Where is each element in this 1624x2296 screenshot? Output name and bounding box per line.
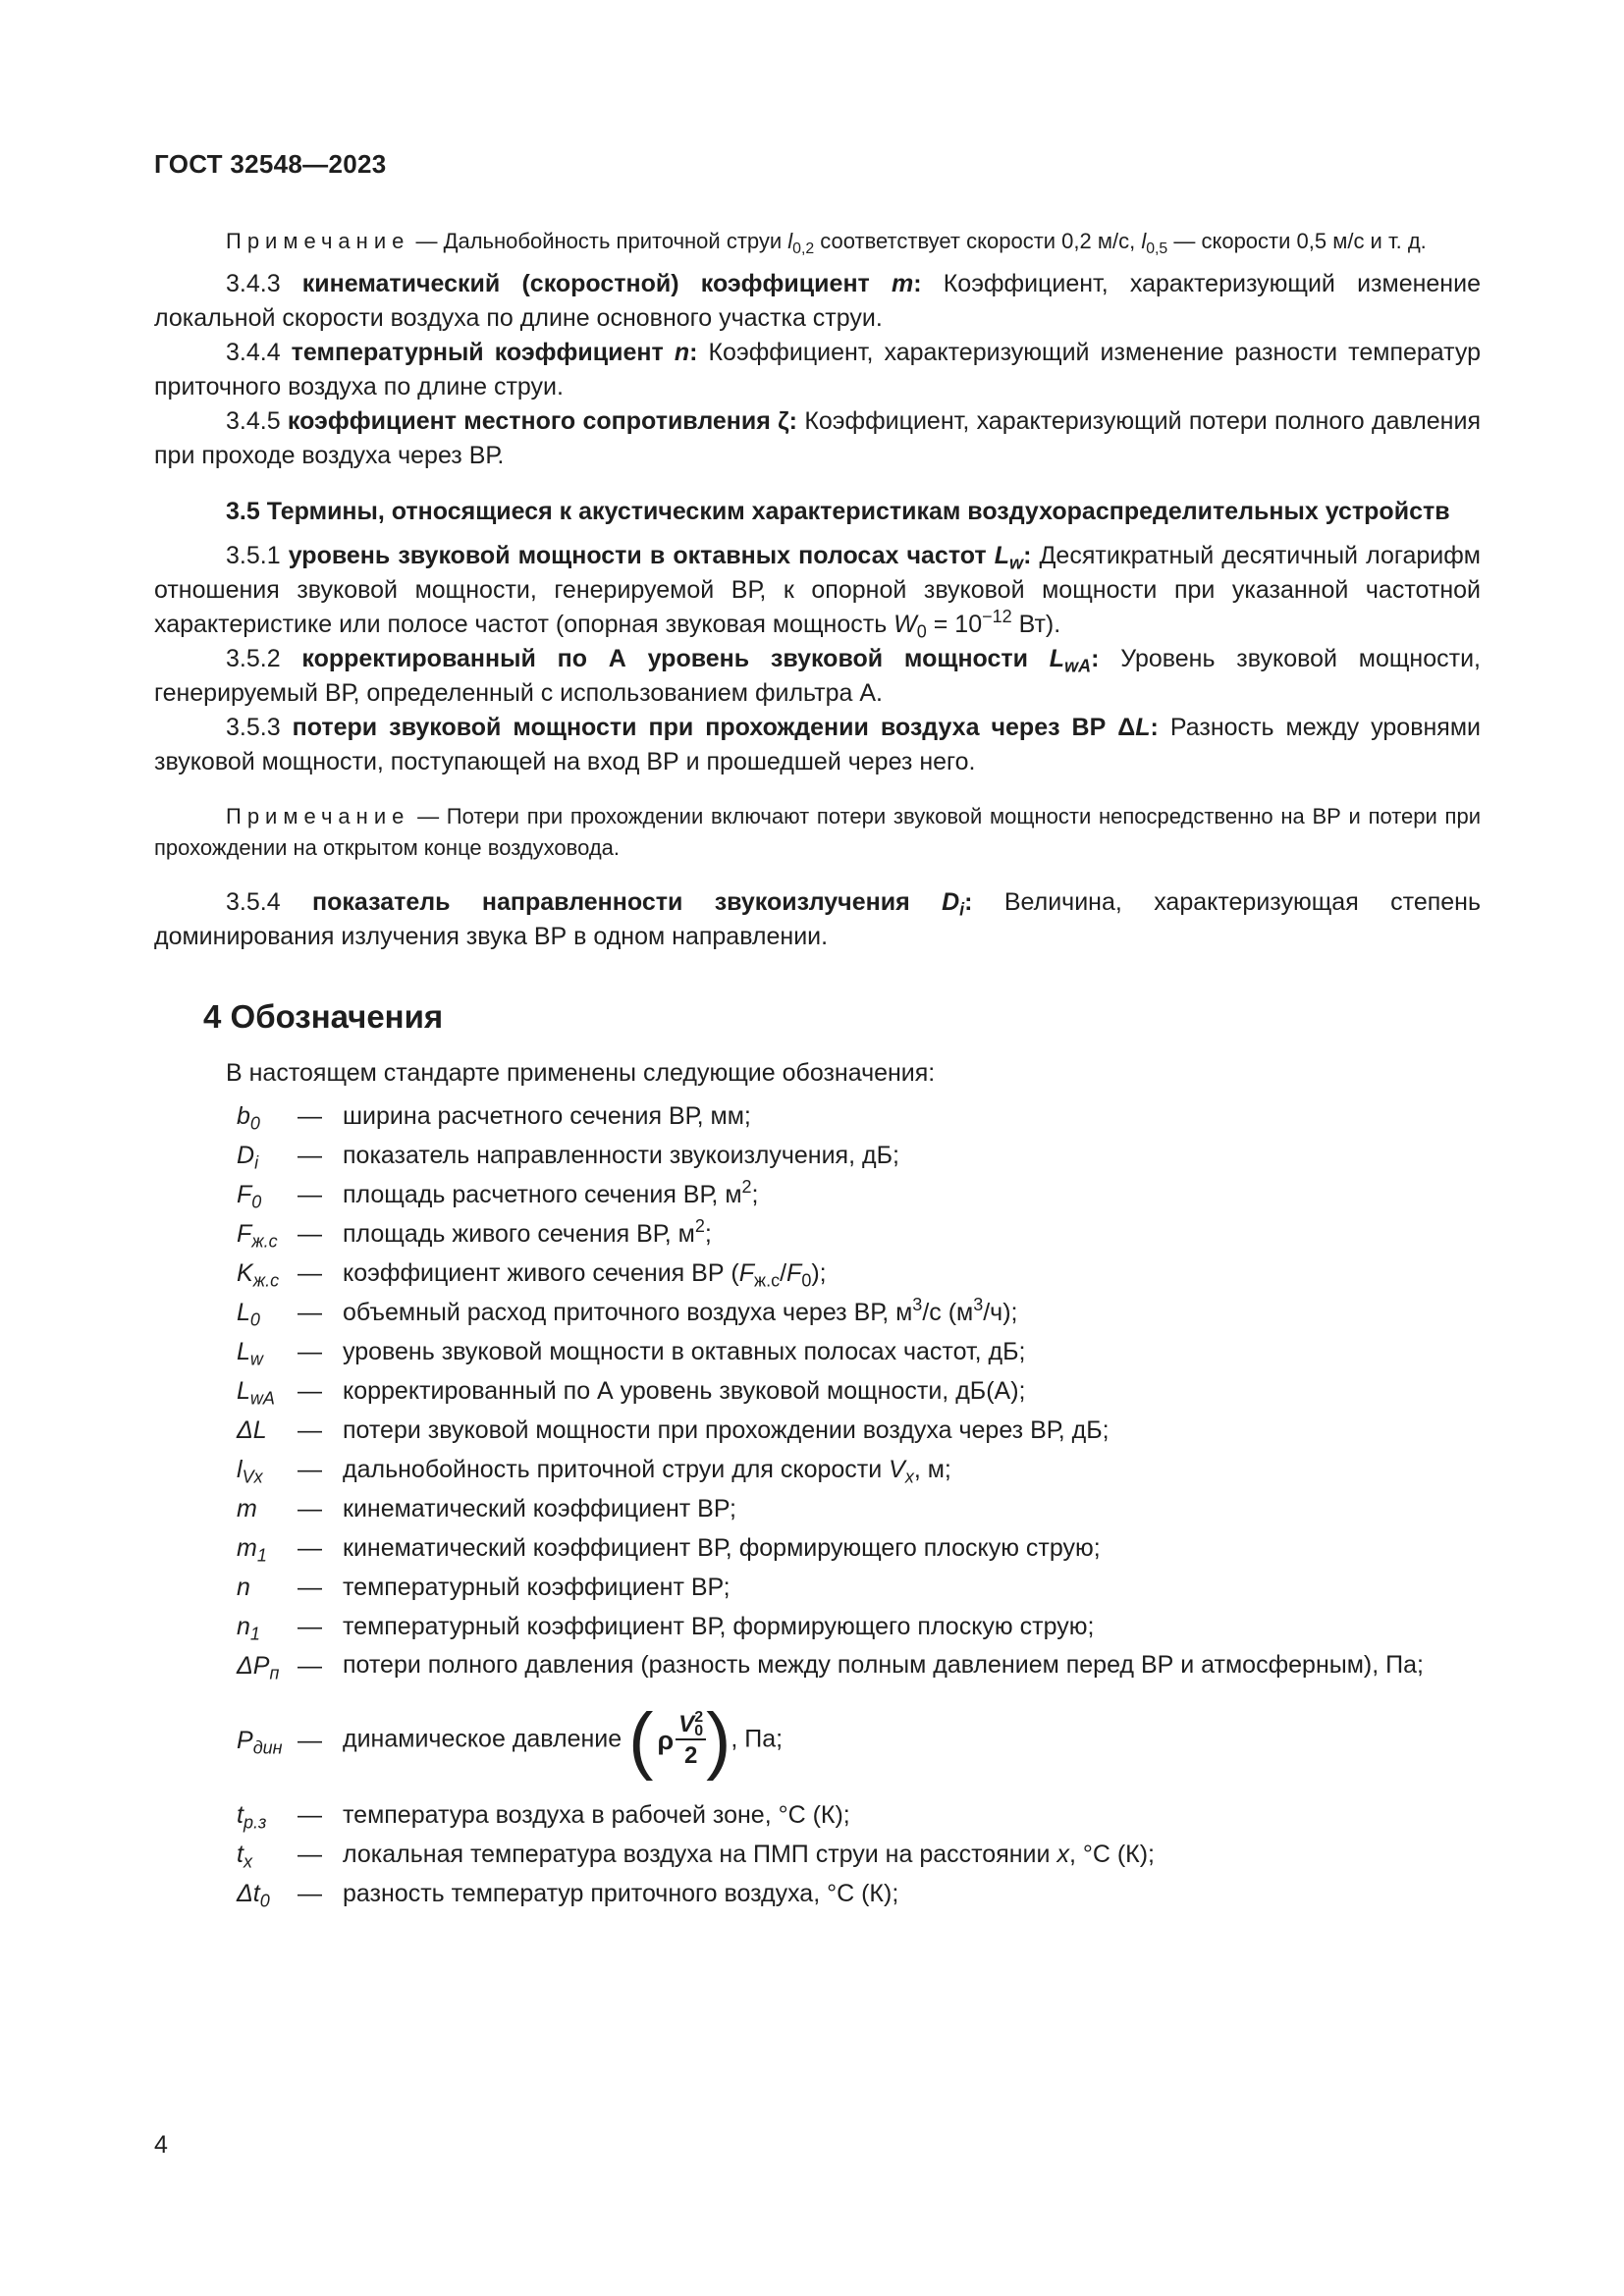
- note-range-definition: Примечание — Дальнобойность приточной струи $l_{0,2}$ соответствует скорости 0,2 м/с, $l_{0,5}$ — скорости 0,5 м/с и т. д.: [226, 229, 1427, 257]
- dash: —: [298, 1259, 322, 1287]
- symbol-definition: температурный коэффициент ВР;: [343, 1574, 731, 1601]
- symbol-row-lwa: [154, 1371, 1481, 1411]
- symbol: $L_w$: [237, 1338, 263, 1369]
- symbols-list: [154, 1096, 1481, 1913]
- dash: —: [298, 1299, 322, 1326]
- symbol-row-delta-t0: [154, 1874, 1481, 1913]
- symbol: $D_i$: [237, 1142, 259, 1173]
- symbol-row-lvx: [154, 1450, 1481, 1489]
- symbol: m: [237, 1495, 257, 1522]
- note-label: Примечание: [226, 229, 410, 253]
- symbol: ΔL: [237, 1416, 267, 1444]
- symbol: $L_0$: [237, 1299, 260, 1330]
- symbol-row-di: [154, 1136, 1481, 1175]
- term-3-5-1: 3.5.1 уровень звуковой мощности в октавных полосах частот $L_w$: Десятикратный десятичный логарифм отношения звуковой мощности, генерируемой ВР, к опорной звуковой мощности при указанной частотной характеристике или полосе частот (опорная звуковая мощность $W_0 = 10^{-12}$ Вт).: [154, 542, 1481, 642]
- dash: —: [298, 1727, 322, 1754]
- note-transmission-loss: Примечание — Потери при прохождении включают потери звуковой мощности непосредственно на ВР и потери при прохождении на открытом конце воздуховода.: [154, 804, 1481, 860]
- term-3-4-4: 3.4.4 температурный коэффициент n: Коэффициент, характеризующий изменение разности температур приточного воздуха по длине струи.: [154, 339, 1481, 400]
- symbol-row-f0: [154, 1175, 1481, 1214]
- symbol: $K_{ж.с}$: [237, 1259, 280, 1291]
- symbol-row-tx: [154, 1835, 1481, 1874]
- symbol: $F_0$: [237, 1181, 262, 1212]
- symbol: $P_{дин}$: [237, 1727, 283, 1758]
- symbol-definition: площадь живого сечения ВР, $м^2$;: [343, 1216, 712, 1248]
- symbol-definition: потери звуковой мощности при прохождении воздуха через ВР, дБ;: [343, 1416, 1110, 1444]
- symbol-definition: динамическое давление ( ρ V 2 0 2 ) , Па;: [343, 1698, 784, 1782]
- dash: —: [298, 1377, 322, 1405]
- symbol-definition: ширина расчетного сечения ВР, мм;: [343, 1102, 751, 1130]
- symbol-row-l0: [154, 1293, 1481, 1332]
- symbol-row-fzhs: [154, 1214, 1481, 1254]
- symbol-row-kzhs: [154, 1254, 1481, 1293]
- symbol-row-delta-pp: [154, 1646, 1481, 1685]
- dash: —: [298, 1495, 322, 1522]
- symbol-definition: температура воздуха в рабочей зоне, °С (К);: [343, 1801, 850, 1829]
- term-3-4-3: 3.4.3 кинематический (скоростной) коэффициент m: Коэффициент, характеризующий изменение локальной скорости воздуха по длине основного участка струи.: [154, 270, 1481, 332]
- symbol-row-m1: [154, 1528, 1481, 1568]
- symbol-row-b0: [154, 1096, 1481, 1136]
- term-3-5-4: 3.5.4 показатель направленности звукоизлучения $D_i$: Величина, характеризующая степень доминирования излучения звука ВР в одном направлении.: [154, 888, 1481, 950]
- dash: —: [298, 1801, 322, 1829]
- symbol: $m_1$: [237, 1534, 267, 1566]
- dash: —: [298, 1652, 322, 1680]
- symbol-row-delta-l: [154, 1411, 1481, 1450]
- dash: —: [298, 1534, 322, 1562]
- symbol: $\Delta P_п$: [237, 1652, 280, 1683]
- document-code-header: ГОСТ 32548—2023: [154, 149, 387, 179]
- symbol: $t_x$: [237, 1841, 252, 1872]
- symbol: $L_{wA}$: [237, 1377, 275, 1409]
- dynamic-pressure-formula: ( ρ V 2 0 2 ): [628, 1698, 731, 1782]
- note-label: Примечание: [226, 804, 410, 828]
- symbol-definition: кинематический коэффициент ВР, формирующего плоскую струю;: [343, 1534, 1101, 1562]
- term-3-5-3: 3.5.3 потери звуковой мощности при прохождении воздуха через ВР ΔL: Разность между уровнями звуковой мощности, поступающей на вход ВР и прошедшей через него.: [154, 714, 1481, 775]
- section-3-5-heading: 3.5 Термины, относящиеся к акустическим характеристикам воздухораспределительных устройств: [226, 498, 1450, 525]
- dash: —: [298, 1613, 322, 1640]
- symbol: $n_1$: [237, 1613, 260, 1644]
- dash: —: [298, 1880, 322, 1907]
- symbol: $b_0$: [237, 1102, 260, 1134]
- term-3-5-2: 3.5.2 корректированный по А уровень звуковой мощности $L_{wA}$: Уровень звуковой мощности, генерируемый ВР, определенный с использованием фильтра А.: [154, 645, 1481, 707]
- page-content: [154, 226, 1481, 1913]
- symbol-definition: дальнобойность приточной струи для скорости $V_x$, м;: [343, 1456, 951, 1487]
- symbol-definition: коэффициент живого сечения ВР $(F_{ж.с}/F_0)$;: [343, 1259, 827, 1291]
- symbol-definition: показатель направленности звукоизлучения, дБ;: [343, 1142, 899, 1169]
- dash: —: [298, 1456, 322, 1483]
- symbol-row-n: [154, 1568, 1481, 1607]
- symbol-row-lw: [154, 1332, 1481, 1371]
- dash: —: [298, 1416, 322, 1444]
- symbol-definition: площадь расчетного сечения ВР, $м^2$;: [343, 1177, 759, 1208]
- dash: —: [298, 1841, 322, 1868]
- symbol-definition: объемный расход приточного воздуха через ВР, $м^3/с$ $(м^3/ч)$;: [343, 1295, 1018, 1326]
- symbol-definition: уровень звуковой мощности в октавных полосах частот, дБ;: [343, 1338, 1026, 1365]
- page-number: 4: [154, 2131, 168, 2159]
- symbol-row-pdyn: [154, 1691, 1481, 1789]
- dash: —: [298, 1102, 322, 1130]
- symbol: $l_{Vx}$: [237, 1456, 263, 1487]
- symbol-row-n1: [154, 1607, 1481, 1646]
- dash: —: [298, 1181, 322, 1208]
- dash: —: [298, 1142, 322, 1169]
- symbol-row-m: [154, 1489, 1481, 1528]
- symbol-definition: локальная температура воздуха на ПМП струи на расстоянии x, °С (К);: [343, 1841, 1155, 1868]
- symbol: $\Delta t_0$: [237, 1880, 270, 1911]
- symbol-definition: корректированный по А уровень звуковой мощности, дБ(А);: [343, 1377, 1026, 1405]
- symbol-definition: потери полного давления (разность между полным давлением перед ВР и атмосферным), Па;: [343, 1651, 1424, 1679]
- symbol: n: [237, 1574, 250, 1601]
- symbols-intro: В настоящем стандарте применены следующие обозначения:: [226, 1059, 936, 1087]
- dash: —: [298, 1574, 322, 1601]
- symbol-definition: разность температур приточного воздуха, °С (К);: [343, 1880, 899, 1907]
- dash: —: [298, 1338, 322, 1365]
- symbol: $t_{р.з}$: [237, 1801, 267, 1833]
- symbol-row-trz: [154, 1795, 1481, 1835]
- term-3-4-5: 3.4.5 коэффициент местного сопротивления ζ: Коэффициент, характеризующий потери полного давления при проходе воздуха через ВР.: [154, 407, 1481, 469]
- dash: —: [298, 1220, 322, 1248]
- section-4-heading: 4 Обозначения: [203, 998, 444, 1035]
- symbol-definition: кинематический коэффициент ВР;: [343, 1495, 736, 1522]
- symbol: $F_{ж.с}$: [237, 1220, 278, 1252]
- symbol-definition: температурный коэффициент ВР, формирующего плоскую струю;: [343, 1613, 1095, 1640]
